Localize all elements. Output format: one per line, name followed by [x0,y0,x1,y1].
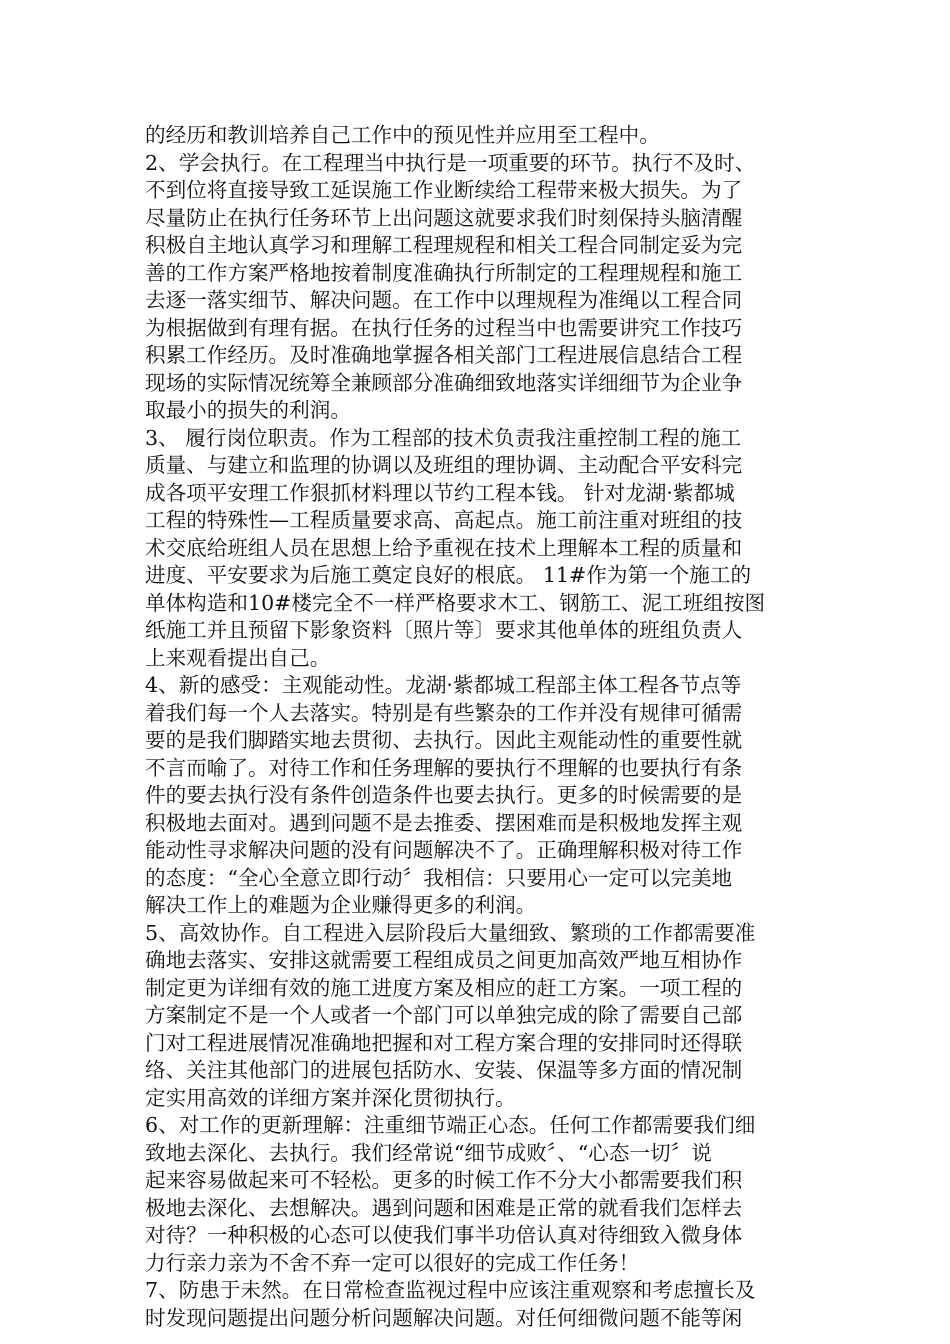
text-line: 对待？一种积极的心态可以使我们事半功倍认真对待细致入微身体 [145,1223,743,1247]
text-line: 2、学会执行。在工程理当中执行是一项重要的环节。执行不及时、 [145,150,756,175]
text-line: 取最小的损失的利润。 [145,398,351,422]
text-line: 积累工作经历。及时准确地掌握各相关部门工程进展信息结合工程 [145,343,743,367]
text-line: 现场的实际情况统筹全兼顾部分准确细致地落实详细细节为企业争 [145,370,743,395]
text-line: 上来观看提出自己。 [145,645,331,670]
text-line: 定实用高效的详细方案并深化贯彻执行。 [145,1085,516,1110]
text-line: 7、防患于未然。在日常检查监视过程中应该注重观察和考虑擅长及 [145,1278,756,1302]
text-line: 致地去深化、去执行。我们经常说“细节成败〞、“心态一切〞说 [145,1140,712,1165]
text-line: 极地去深化、去想解决。遇到问题和困难是正常的就看我们怎样去 [145,1195,743,1220]
text-line: 着我们每一个人去落实。特别是有些繁杂的工作并没有规律可循需 [145,700,743,725]
text-line: 制定更为详细有效的施工进度方案及相应的赶工方案。一项工程的 [145,975,743,1000]
text-line: 纸施工并且预留下影象资料〔照片等〕要求其他单体的班组负责人 [145,618,743,642]
text-line: 4、新的感受：主观能动性。龙湖·紫都城工程部主体工程各节点等 [145,673,742,697]
text-line: 单体构造和10#楼完全不一样严格要求木工、钢筋工、泥工班组按图 [145,590,766,615]
text-line: 工程的特殊性—工程质量要求高、高起点。施工前注重对班组的技 [145,508,743,532]
text-line: 术交底给班组人员在思想上给予重视在技术上理解本工程的质量和 [145,535,743,560]
text-line: 成各项平安理工作狠抓材料理以节约工程本钱。 针对龙湖·紫都城 [145,480,735,505]
text-line: 6、对工作的更新理解：注重细节端正心态。任何工作都需要我们细 [145,1113,756,1137]
document-body [145,122,809,1332]
text-line: 质量、与建立和监理的协调以及班组的理协调、主动配合平安科完 [145,453,743,477]
text-line: 积极自主地认真学习和理解工程理规程和相关工程合同制定妥为完 [145,233,743,257]
text-line: 善的工作方案严格地按着制度准确执行所制定的工程理规程和施工 [145,260,743,285]
text-line: 解决工作上的难题为企业赚得更多的利润。 [145,893,537,917]
text-line: 确地去落实、安排这就需要工程组成员之间更加高效严地互相协作 [145,948,743,972]
text-line: 的经历和教训培养自己工作中的预见性并应用至工程中。 [145,123,660,147]
text-line: 络、关注其他部门的进展包括防水、安装、保温等多方面的情况制 [145,1058,743,1082]
text-line: 方案制定不是一个人或者一个部门可以单独完成的除了需要自己部 [145,1003,743,1027]
text-line: 时发现问题提出问题分析问题解决问题。对任何细微问题不能等闲 [145,1305,743,1330]
text-line: 要的是我们脚踏实地去贯彻、去执行。因此主观能动性的重要性就 [145,728,743,752]
text-line: 为根据做到有理有据。在执行任务的过程当中也需要讲究工作技巧 [145,315,743,340]
text-line: 的态度：“全心全意立即行动〞我相信：只要用心一定可以完美地 [145,865,733,890]
text-line: 积极地去面对。遇到问题不是去推委、摆困难而是积极地发挥主观 [145,810,743,835]
text-line: 能动性寻求解决问题的没有问题解决不了。正确理解积极对待工作 [145,838,743,862]
text-line: 进度、平安要求为后施工奠定良好的根底。 11#作为第一个施工的 [145,563,752,587]
text-line: 不言而喻了。对待工作和任务理解的要执行不理解的也要执行有条 [145,755,743,780]
text-line: 去逐一落实细节、解决问题。在工作中以理规程为准绳以工程合同 [145,288,743,312]
text-line: 门对工程进展情况准确地把握和对工程方案合理的安排同时还得联 [145,1030,743,1055]
text-line: 3、 履行岗位职责。作为工程部的技术负责我注重控制工程的施工 [145,425,742,450]
text-line: 件的要去执行没有条件创造条件也要去执行。更多的时候需要的是 [145,783,743,807]
text-line: 起来容易做起来可不轻松。更多的时候工作不分大小都需要我们积 [145,1168,743,1192]
text-line: 力行亲力亲为不舍不弃一定可以很好的完成工作任务！ [145,1250,640,1275]
text-line: 5、高效协作。自工程进入层阶段后大量细致、繁琐的工作都需要准 [145,920,756,945]
text-line: 不到位将直接导致工延误施工作业断续给工程带来极大损失。为了 [145,178,743,202]
text-line: 尽量防止在执行任务环节上出问题这就要求我们时刻保持头脑清醒 [145,205,743,230]
